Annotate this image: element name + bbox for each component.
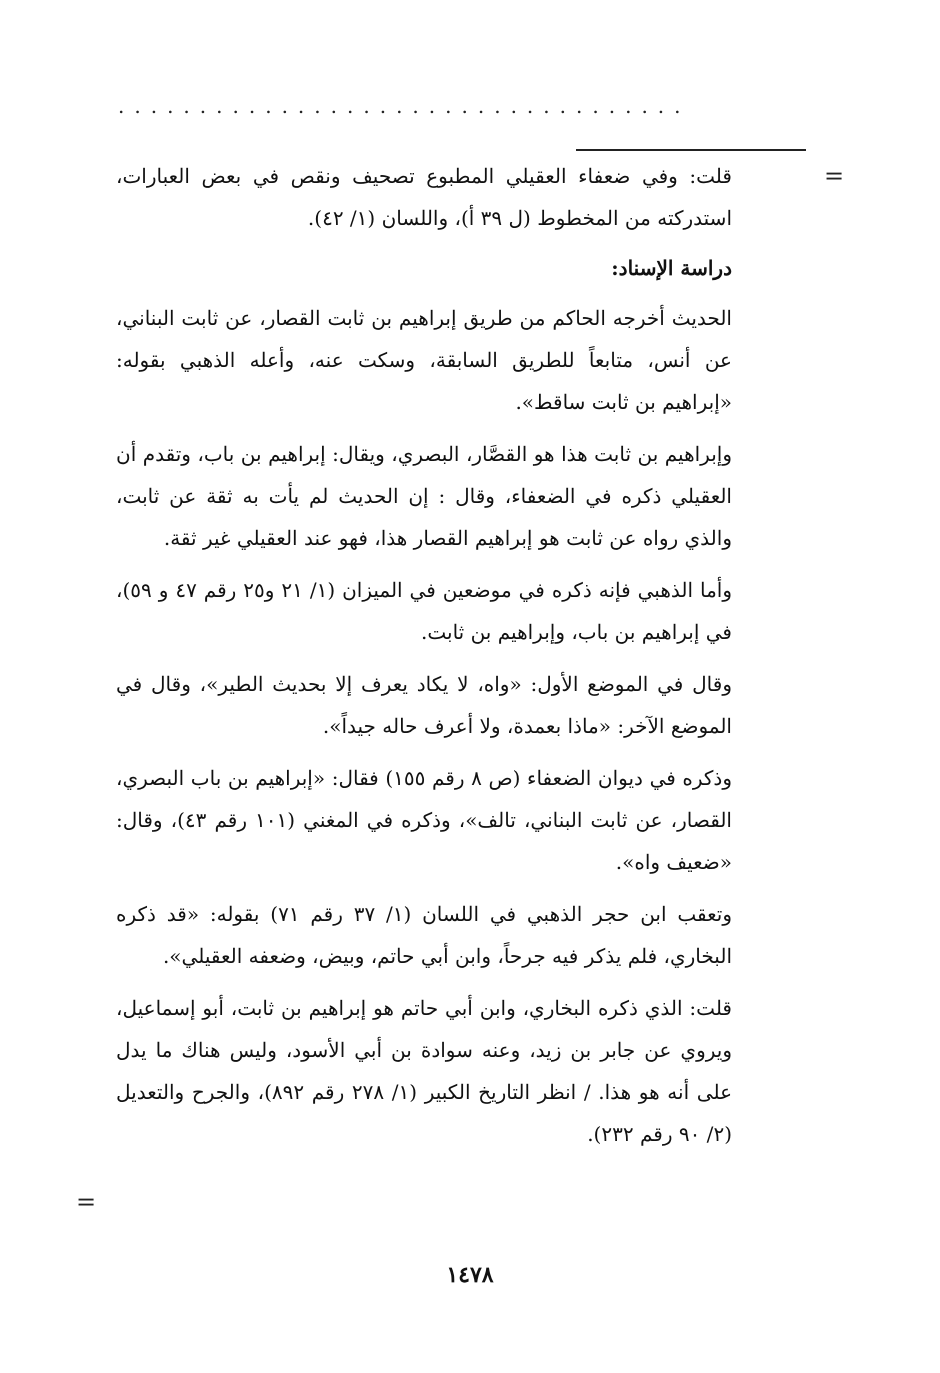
body-paragraph: وذكره في ديوان الضعفاء (ص ٨ رقم ١٥٥) فقال: «إبراهيم بن باب البصري، القصار، عن ثابت البناني، تالف»، وذكره في المغني (١٠١ رقم ٤٣)، وقال: «ضعيف واه». [116,766,732,874]
body-paragraph: وأما الذهبي فإنه ذكره في موضعين في الميزان (١/ ٢١ و٢٥ رقم ٤٧ و ٥٩)، في إبراهيم بن باب، وإبراهيم بن ثابت. [116,578,732,644]
body-paragraph: قلت: الذي ذكره البخاري، وابن أبي حاتم هو إبراهيم بن ثابت، أبو إسماعيل، ويروي عن جابر بن زيد، وعنه سوادة بن أبي الأسود، وليس هناك ما يدل على أنه هو هذا. / انظر التاريخ الكبير (١/ ٢٧٨ رقم ٨٩٢)، والجرح والتعديل (٢/ ٩٠ رقم ٢٣٢). [116,996,732,1146]
footnote-rule [576,149,806,151]
continuation-mark-bottom: = [76,1188,97,1216]
page-number: ١٤٧٨ [446,1262,494,1288]
footnote-paragraph: قلت: وفي ضعفاء العقيلي المطبوع تصحيف ونقص في بعض العبارات، استدركته من المخطوط (ل ٣٩ أ)، واللسان (١/ ٤٢). [116,164,732,230]
section-heading: دراسة الإسناد: [611,256,732,280]
body-paragraph: وإبراهيم بن ثابت هذا هو القصَّار، البصري، ويقال: إبراهيم بن باب، وتقدم أن العقيلي ذكره في الضعفاء، وقال : إن الحديث لم يأت به ثقة عن ثابت، والذي رواه عن ثابت هو إبراهيم القصار هذا، فهو عند العقيلي غير ثقة. [116,442,732,550]
separator-dots: ................................... [118,96,691,116]
body-paragraph: وقال في الموضع الأول: «واه، لا يكاد يعرف إلا بحديث الطير»، وقال في الموضع الآخر: «ماذا بعمدة، ولا أعرف حاله جيداً». [116,672,732,738]
body-paragraph: وتعقب ابن حجر الذهبي في اللسان (١/ ٣٧ رقم ٧١) بقوله: «قد ذكره البخاري، فلم يذكر فيه جرحاً، وابن أبي حاتم، وبيض، وضعفه العقيلي». [116,902,732,968]
body-paragraph: الحديث أخرجه الحاكم من طريق إبراهيم بن ثابت القصار، عن ثابت البناني، عن أنس، متابعاً للطريق السابقة، وسكت عنه، وأعله الذهبي بقوله: «إبراهيم بن ثابت ساقط». [116,306,732,414]
page-body [116,155,732,1165]
continuation-mark-top: = [824,162,845,190]
